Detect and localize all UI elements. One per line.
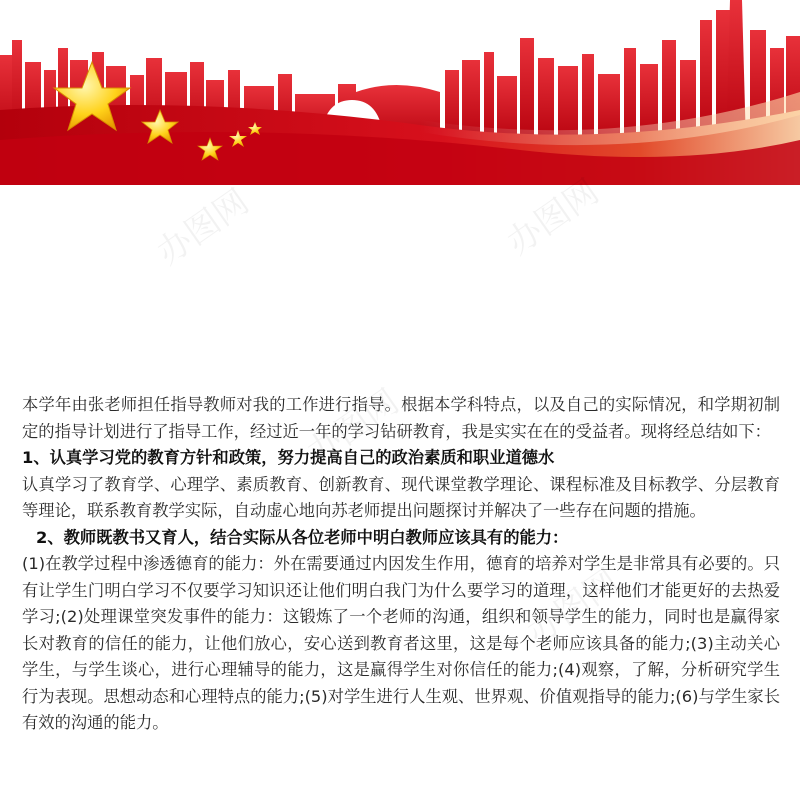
watermark-text: 办图网 (149, 181, 257, 274)
section-paragraph-1: 认真学习了教育学、心理学、素质教育、创新教育、现代课堂教学理论、课程标准及目标教学、分层教育等理论，联系教育教学实际，自动虚心地向苏老师提出问题探讨并解决了一些存在问题的措施。 (22, 474, 780, 520)
section-heading-1: 1、认真学习党的教育方针和政策，努力提高自己的政治素质和职业道德水 (22, 448, 555, 467)
watermark-text: 办图网 (499, 171, 607, 264)
watermark-text: 办图网 (519, 561, 627, 654)
section-heading-2: 2、教师既教书又育人，结合实际从各位老师中明白教师应该具有的能力： (36, 527, 569, 547)
section-paragraph-2: (1)在教学过程中渗透德育的能力：外在需要通过内因发生作用，德育的培养对学生是非常具有必要的。只有让学生门明白学习不仅要学习知识还让他们明白我门为什么要学习的道理，这样他们才能更好的去热爱学习;(2)处理课堂突发事件的能力：这锻炼了一个老师的沟通，组织和领导学生的能力，同时也是赢得家长对教育的信任的能力，让他们放心，安心送到教育者这里，这是每个老师应该具备的能力;(3)主动关心学生，与学生谈心，进行心理辅导的能力，这是赢得学生对你信任的能力;(4)观察，了解，分析研究学生行为表现。思想动态和心理特点的能力;(5)对学生进行人生观、世界观、价值观指导的能力;(6)与学生家长有效的沟通的能力。 (22, 554, 780, 732)
header-banner (0, 0, 800, 185)
watermark-text: 办图网 (299, 381, 407, 474)
intro-paragraph: 本学年由张老师担任指导教师对我的工作进行指导。根据本学科特点，以及自己的实际情况，和学期初制定的指导计划进行了指导工作，经过近一年的学习钻研教育，我是实实在在的受益者。现将经总结如下： (22, 395, 780, 441)
document-body (22, 392, 780, 737)
